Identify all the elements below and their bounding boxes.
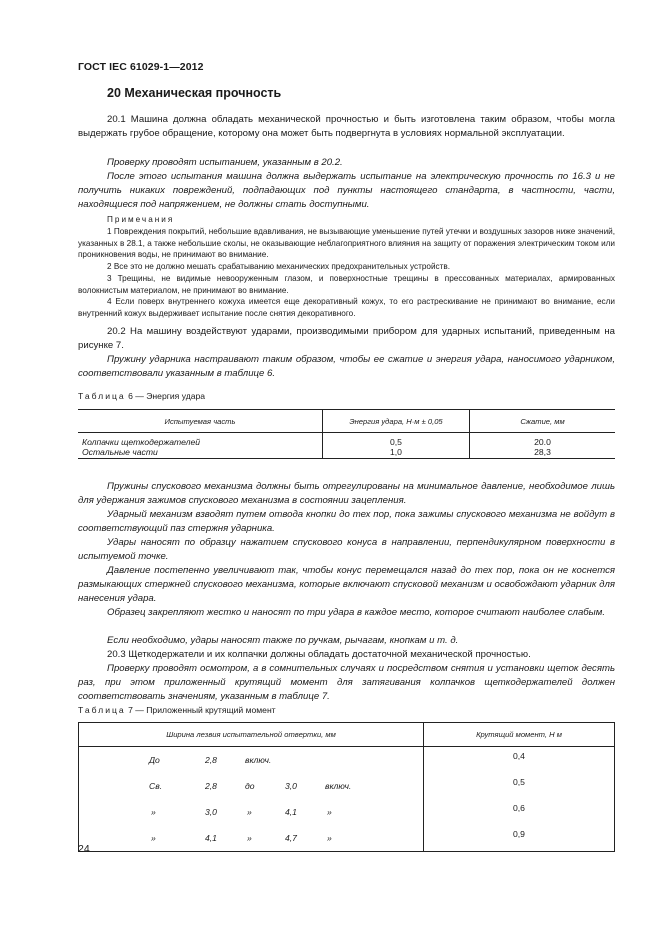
paragraph-handles: Если необходимо, удары наносят также по ручкам, рычагам, кнопкам и т. д. bbox=[107, 635, 459, 646]
table6-compression-cell bbox=[470, 433, 616, 459]
paragraph-check-20-2: Проверку проводят испытанием, указанным в 20.2. bbox=[107, 157, 343, 168]
paragraph-after-test: После этого испытания машина должна выдержать испытание на электрическую прочность по 16.3 и не получить никаких повреждений, подпадающих под пункты настоящего стандарта, в частности, части, находящиеся под напряжением, не должны стать доступными. bbox=[78, 171, 615, 211]
table6-energy-value: 0,5 bbox=[390, 437, 402, 447]
table7-torque bbox=[78, 722, 615, 852]
table6-header-energy: Энергия удара, Н·м ± 0,05 bbox=[323, 410, 470, 433]
table-row bbox=[79, 799, 615, 825]
table6-energy-cell bbox=[323, 433, 470, 459]
table6-header-compression: Сжатие, мм bbox=[470, 410, 616, 433]
table7-torque-value: 0,6 bbox=[424, 799, 615, 825]
table6-part: Остальные части bbox=[82, 446, 158, 457]
paragraph-20-2: 20.2 На машину воздействуют ударами, производимыми прибором для ударных испытаний, приведенным на рисунке 7. bbox=[78, 326, 615, 352]
table7-range: До 2,8 включ. bbox=[149, 755, 272, 765]
table6-energy-value: 1,0 bbox=[390, 446, 402, 457]
table7-range: » 4,1 » 4,7 » bbox=[151, 833, 332, 843]
paragraph-sample-fixing: Образец закрепляют жестко и наносят по три удара в каждое место, которое считают наиболее слабым. bbox=[107, 607, 605, 618]
paragraph-20-1: 20.1 Машина должна обладать механической прочностью и быть изготовлена таким образом, чтобы могла выдержать грубое обращение, которому она может быть подвергнута в условиях нормальной эксплуатации. bbox=[78, 114, 615, 140]
table7-header-torque: Крутящий момент, Н м bbox=[424, 723, 615, 747]
table7-caption: Таблица 7 — Приложенный крутящий момент bbox=[78, 705, 276, 715]
table6-parts-cell bbox=[78, 433, 323, 459]
paragraph-pressure: Давление постепенно увеличивают так, чтобы конус перемещался назад до тех пор, пока он не коснется размыкающих стержней спускового механизма, которые включают спусковой механизм и освобождают ударник для нанесения удара. bbox=[78, 565, 615, 605]
note-3: 3 Трещины, не видимые невооруженным глазом, и поверхностные трещины в прессованных материалах, армированных волокнистым материалом, не принимают во внимание. bbox=[78, 274, 615, 295]
page-number: 24 bbox=[78, 843, 90, 855]
table-row bbox=[79, 747, 615, 774]
table6-header-part: Испытуемая часть bbox=[78, 410, 323, 433]
paragraph-strikes: Удары наносят по образцу нажатием спускового конуса в направлении, перпендикулярном поверхности в испытуемой точке. bbox=[78, 537, 615, 563]
paragraph-spring-adjust: Пружину ударника настраивают таким образом, чтобы ее сжатие и энергия удара, наносимого ударником, соответствовали указанным в таблице 6. bbox=[78, 354, 615, 380]
table7-torque-value: 0,9 bbox=[424, 825, 615, 852]
table6-compression-value: 20.0 bbox=[534, 437, 551, 447]
document-header: ГОСТ IEC 61029-1—2012 bbox=[78, 61, 204, 73]
table6-impact-energy bbox=[78, 409, 615, 459]
table6-compression-value: 28,3 bbox=[534, 446, 551, 457]
note-2: 2 Все это не должно мешать срабатыванию механических предохранительных устройств. bbox=[107, 262, 450, 271]
table7-header-blade-width: Ширина лезвия испытательной отвертки, мм bbox=[79, 723, 424, 747]
note-1: 1 Повреждения покрытий, небольшие вдавливания, не вызывающие уменьшение путей утечки и воздушных зазоров ниже значений, указанных в 28.1, а также небольшие сколы, не оказывающие неблагоприятного влияния на защиту от поражения электрическим током или проникновения воды, не принимают во внимание. bbox=[78, 227, 615, 259]
table7-torque-value: 0,4 bbox=[424, 747, 615, 774]
paragraph-trigger-springs: Пружины спускового механизма должны быть отрегулированы на минимальное давление, необходимое лишь для удержания зажимов спускового механизма в состоянии зацепления. bbox=[78, 481, 615, 507]
notes-heading: Примечания bbox=[107, 215, 175, 224]
paragraph-20-3: 20.3 Щеткодержатели и их колпачки должны обладать достаточной механической прочностью. bbox=[107, 649, 531, 660]
table6-part: Колпачки щеткодержателей bbox=[82, 437, 201, 447]
table7-torque-value: 0,5 bbox=[424, 773, 615, 799]
table7-range: » 3,0 » 4,1 » bbox=[151, 807, 332, 817]
table-row bbox=[79, 825, 615, 852]
paragraph-brush-check: Проверку проводят осмотром, а в сомнительных случаях и посредством снятия и установки щеток десять раз, при этом приложенный крутящий момент для затягивания колпачков щеткодержателей должен соответствовать значениям, указанным в таблице 7. bbox=[78, 663, 615, 703]
paragraph-cocking: Ударный механизм взводят путем отвода кнопки до тех пор, пока зажимы спускового механизма не войдут в соответствующий паз стержня ударника. bbox=[78, 509, 615, 535]
table-row bbox=[79, 773, 615, 799]
table7-range: Св. 2,8 до 3,0 включ. bbox=[149, 781, 352, 791]
table6-caption: Таблица 6 — Энергия удара bbox=[78, 391, 206, 401]
section-title: 20 Механическая прочность bbox=[107, 86, 282, 100]
note-4: 4 Если поверх внутреннего кожуха имеется еще декоративный кожух, то его растрескивание не принимают во внимание, если внутренний кожух выдерживает испытание после снятия декоративного. bbox=[78, 297, 615, 318]
